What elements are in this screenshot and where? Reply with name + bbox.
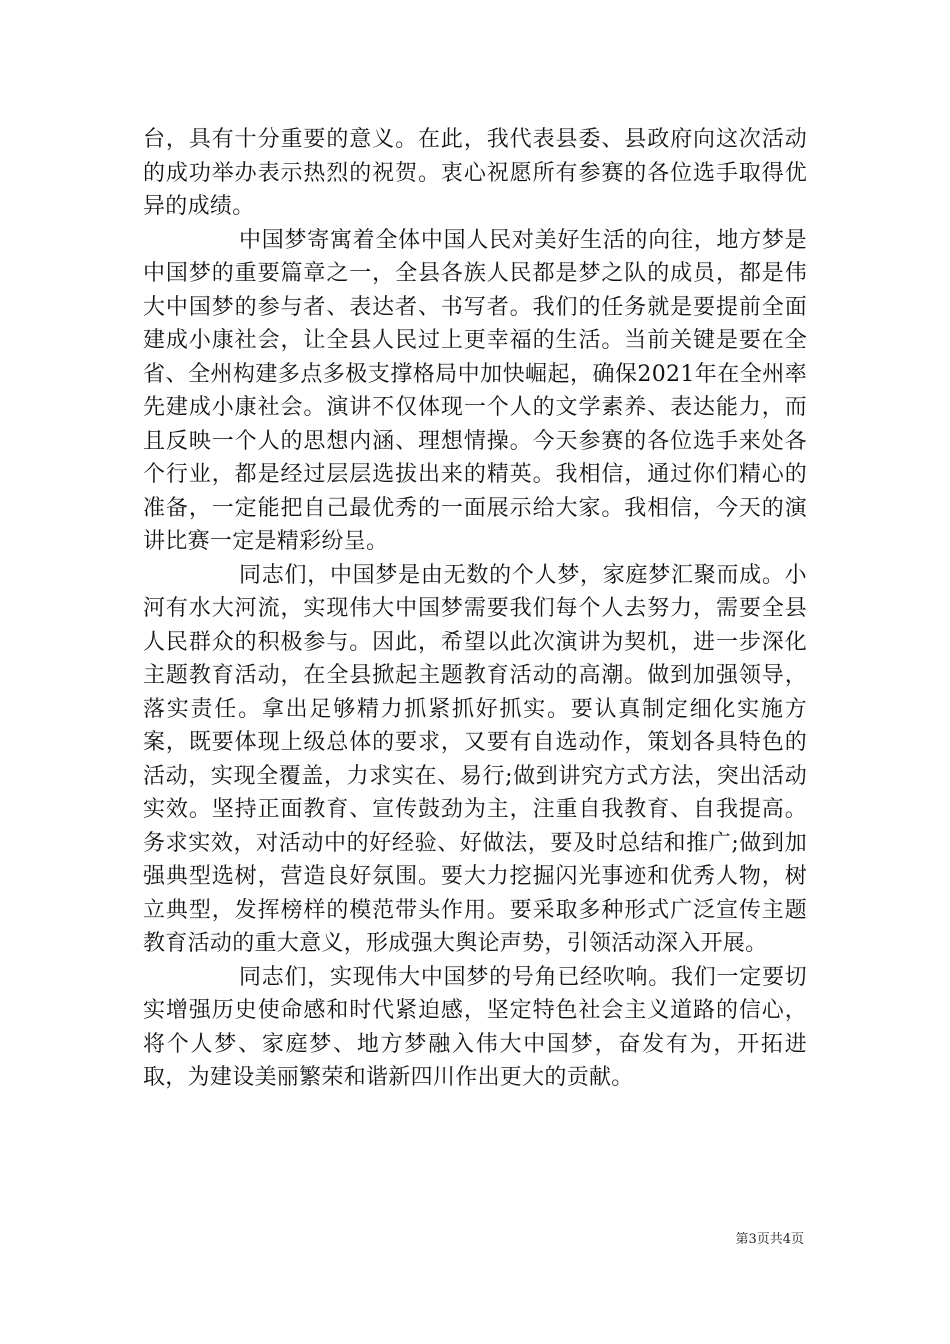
paragraph-chinese-dream: 中国梦寄寓着全体中国人民对美好生活的向往，地方梦是中国梦的重要篇章之一，全县各族人民都是梦之队的成员，都是伟大中国梦的参与者、表达者、书写者。我们的任务就是要提前全面建成小康社会，让全县人民过上更幸福的生活。当前关键是要在全省、全州构建多点多极支撑格局中加快崛起，确保2021年在全州率先建成小康社会。演讲不仅体现一个人的文学素养、表达能力，而且反映一个人的思想内涵、理想情操。今天参赛的各位选手来处各个行业，都是经过层层选拔出来的精英。我相信，通过你们精心的准备，一定能把自己最优秀的一面展示给大家。我相信，今天的演讲比赛一定是精彩纷呈。 [143, 227, 807, 554]
paragraph-conclusion: 同志们，实现伟大中国梦的号角已经吹响。我们一定要切实增强历史使命感和时代紧迫感，坚定特色社会主义道路的信心，将个人梦、家庭梦、地方梦融入伟大中国梦，奋发有为，开拓进取，为建设美丽繁荣和谐新四川作出更大的贡献。 [143, 964, 807, 1090]
paragraph-continuation: 台，具有十分重要的意义。在此，我代表县委、县政府向这次活动的成功举办表示热烈的祝贺。衷心祝愿所有参赛的各位选手取得优异的成绩。 [143, 127, 807, 219]
document-body [143, 123, 807, 1095]
paragraph-theme-education: 同志们，中国梦是由无数的个人梦，家庭梦汇聚而成。小河有水大河流，实现伟大中国梦需要我们每个人去努力，需要全县人民群众的积极参与。因此，希望以此次演讲为契机，进一步深化主题教育活动，在全县掀起主题教育活动的高潮。做到加强领导，落实责任。拿出足够精力抓紧抓好抓实。要认真制定细化实施方案，既要体现上级总体的要求，又要有自选动作，策划各具特色的活动，实现全覆盖，力求实在、易行;做到讲究方式方法，突出活动实效。坚持正面教育、宣传鼓劲为主，注重自我教育、自我提高。务求实效，对活动中的好经验、好做法，要及时总结和推广;做到加强典型选树，营造良好氛围。要大力挖掘闪光事迹和优秀人物，树立典型，发挥榜样的模范带头作用。要采取多种形式广泛宣传主题教育活动的重大意义，形成强大舆论声势，引领活动深入开展。 [143, 562, 807, 956]
page-number-footer: 第3页共4页 [735, 1232, 804, 1247]
